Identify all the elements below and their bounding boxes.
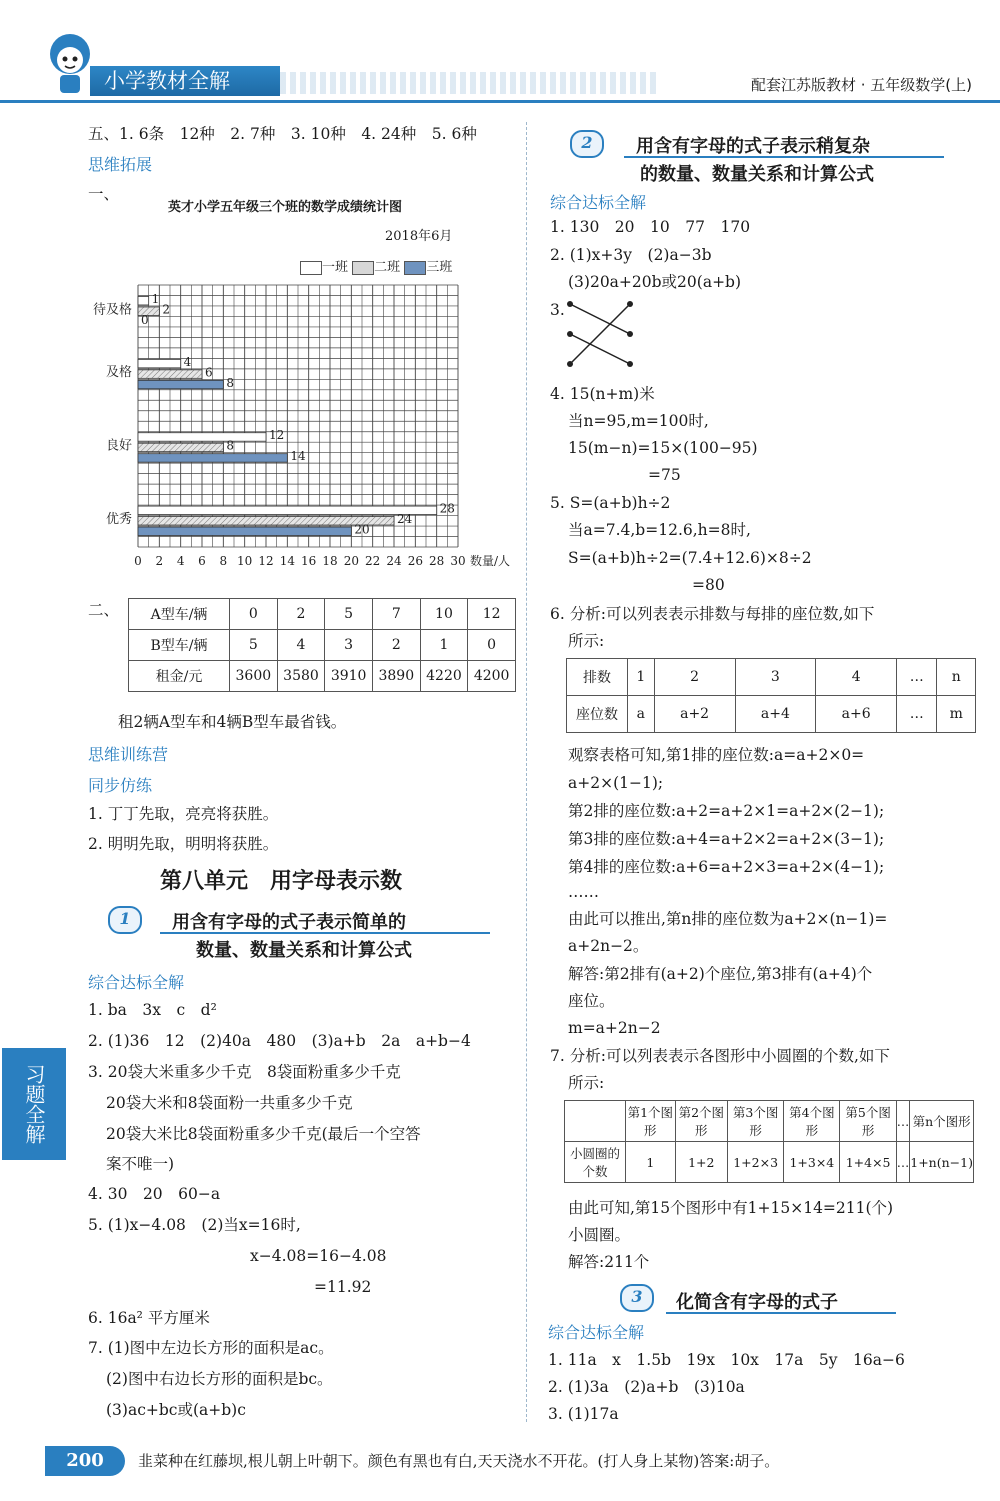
chart-tick-label: 26: [407, 554, 423, 568]
seat-cell: a+6: [816, 696, 897, 733]
answer-c3: 3. (1)17a: [548, 1405, 619, 1423]
answer-b4-line3: 15(m−n)=15×(100−95): [568, 439, 758, 457]
chart-tick-label: 8: [219, 554, 228, 568]
chart-tick-label: 20: [343, 554, 359, 568]
b6-observe-9: 解答:第2排有(a+2)个座位,第3排有(a+4)个: [568, 965, 873, 983]
answer-q5: 五、1. 6条 12种 2. 7种 3. 10种 4. 24种 5. 6种: [88, 125, 477, 143]
chart-bar: [138, 433, 266, 441]
answer-7-line1: 7. (1)图中左边长方形的面积是ac。: [88, 1339, 334, 1357]
circle-cell: 1+4×5: [840, 1142, 896, 1183]
circle-row: [565, 1142, 974, 1183]
circle-cell: 1: [626, 1142, 676, 1183]
answer-4: 4. 30 20 60−a: [88, 1185, 221, 1203]
unit-title: 第八单元 用字母表示数: [160, 869, 403, 894]
chart-bar: [138, 443, 223, 451]
rental-cell: 7: [372, 599, 420, 630]
rental-cell: 5: [230, 630, 278, 661]
circle-row: [565, 1101, 974, 1142]
part-two-label: 二、: [88, 601, 120, 619]
b6-observe-7: 由此可以推出,第n排的座位数为a+2×(n−1)=: [568, 910, 888, 928]
circle-cell: 第2个图形: [675, 1101, 727, 1142]
answer-b2-line1: 2. (1)x+3y (2)a−3b: [550, 246, 712, 264]
answer-c1: 1. 11a x 1.5b 19x 10x 17a 5y 16a−6: [548, 1351, 905, 1369]
answer-b5-line3: S=(a+b)h÷2=(7.4+12.6)×8÷2: [568, 549, 812, 567]
rental-cell: A型车/辆: [129, 599, 230, 630]
b6-observe-10: 座位。: [568, 992, 615, 1010]
answer-b5-line2: 当a=7.4,b=12.6,h=8时,: [568, 521, 751, 539]
circle-count-table: [564, 1100, 974, 1183]
rental-cell: 3580: [277, 661, 325, 692]
answer-b2-line2: (3)20a+20b或20(a+b): [568, 273, 742, 291]
chart-tick-label: 14: [279, 554, 295, 568]
chart-data-label: 2: [162, 302, 170, 317]
seat-cell: a+4: [735, 696, 816, 733]
rental-cell: 3: [325, 630, 373, 661]
seat-cell: a: [628, 696, 655, 733]
chart-bar: [138, 527, 351, 535]
rental-cell: 10: [420, 599, 468, 630]
page-number: 200: [45, 1446, 125, 1476]
chart-title: 英才小学五年级三个班的数学成绩统计图: [168, 200, 403, 215]
rental-cell: B型车/辆: [129, 630, 230, 661]
rental-cell: 1: [420, 630, 468, 661]
legend-label-1: 一班: [322, 260, 349, 275]
seat-cell: a+2: [654, 696, 735, 733]
answer-2: 2. (1)36 12 (2)40a 480 (3)a+b 2a a+b−4: [88, 1032, 471, 1050]
b6-observe-4: 第3排的座位数:a+4=a+2×2=a+2×(3−1);: [568, 830, 885, 848]
lesson-1-title-line2: 数量、数量关系和计算公式: [196, 940, 412, 961]
chart-data-label: 6: [205, 365, 213, 380]
chart-data-label: 8: [226, 375, 234, 390]
answer-5-line2: x−4.08=16−4.08: [250, 1247, 387, 1265]
rental-cell: 4: [277, 630, 325, 661]
rental-row: [129, 599, 516, 630]
chart-bar: [138, 359, 181, 367]
lesson-1-badge: 1: [108, 906, 142, 934]
chart-tick-label: 10: [237, 554, 253, 568]
lesson-3-underline: [666, 1312, 896, 1314]
answer-b5-line4: =80: [692, 576, 725, 594]
chart-category-label: 待及格: [92, 302, 132, 318]
legend-label-2: 二班: [374, 260, 401, 275]
chart-data-label: 1: [151, 291, 160, 306]
answer-3-line3: 20袋大米比8袋面粉重多少千克(最后一个空答: [106, 1125, 421, 1143]
circle-cell: …: [896, 1142, 910, 1183]
legend-swatch-3: [404, 261, 426, 275]
circle-cell: 1+3×4: [784, 1142, 840, 1183]
seat-table: [566, 658, 976, 733]
b6-observe-11: m=a+2n−2: [568, 1019, 661, 1037]
chart-bar: [138, 454, 287, 462]
rental-cell: 12: [468, 599, 516, 630]
book-title: 小学教材全解: [90, 66, 280, 96]
rental-cell: 3910: [325, 661, 373, 692]
chart-category-label: 优秀: [105, 511, 132, 527]
circle-cell: 第4个图形: [784, 1101, 840, 1142]
rental-cell: 0: [230, 599, 278, 630]
answer-3-line1: 3. 20袋大米重多少千克 8袋面粉重多少千克: [88, 1063, 401, 1081]
header-decoration: [280, 72, 660, 94]
rental-cell: 3600: [230, 661, 278, 692]
answer-7-line3: (3)ac+bc或(a+b)c: [106, 1401, 246, 1419]
circle-cell: 第n个图形: [910, 1101, 974, 1142]
lesson-2-title-line2: 的数量、数量关系和计算公式: [640, 164, 874, 185]
answer-c2: 2. (1)3a (2)a+b (3)10a: [548, 1378, 745, 1396]
circle-cell: …: [896, 1101, 910, 1142]
answer-3-line4: 案不唯一): [106, 1155, 175, 1173]
seat-cell: m: [937, 696, 976, 733]
chart-tick-label: 4: [176, 554, 185, 568]
circle-cell: 第5个图形: [840, 1101, 896, 1142]
chart-data-label: 28: [439, 501, 455, 516]
seat-cell: 3: [735, 659, 816, 696]
lesson-3-badge: 3: [620, 1284, 654, 1312]
chart-category-label: 及格: [105, 365, 132, 381]
seat-cell: …: [897, 659, 937, 696]
answer-b4-line1: 4. 15(n+m)米: [550, 385, 655, 403]
answer-b3: 3.: [550, 301, 565, 319]
lesson-1-underline: [160, 932, 490, 934]
book-subtitle: 配套江苏版教材 · 五年级数学(上): [750, 76, 972, 94]
chart-bar: [138, 296, 149, 304]
answer-b4-line2: 当n=95,m=100时,: [568, 412, 709, 430]
seat-cell: 1: [628, 659, 655, 696]
rental-cell: 租金/元: [129, 661, 230, 692]
seat-cell: 排数: [567, 659, 628, 696]
section-comprehensive-2: 综合达标全解: [550, 193, 647, 212]
lesson-2-title-line1: 用含有字母的式子表示稍复杂: [636, 136, 870, 157]
section-comprehensive-3: 综合达标全解: [548, 1323, 645, 1342]
answer-b5-line1: 5. S=(a+b)h÷2: [550, 494, 671, 512]
b7-conclusion-3: 解答:211个: [568, 1253, 650, 1271]
chart-tick-label: 12: [258, 554, 274, 568]
lesson-2-underline: [624, 156, 944, 158]
lesson-1-title-line1: 用含有字母的式子表示简单的: [172, 912, 406, 933]
rental-cell: 2: [372, 630, 420, 661]
answer-b1: 1. 130 20 10 77 170: [550, 218, 751, 236]
bar-chart: [80, 280, 530, 575]
b6-observe-5: 第4排的座位数:a+6=a+2×3=a+2×(4−1);: [568, 858, 885, 876]
chart-tick-label: 6: [198, 554, 206, 568]
legend-label-3: 三班: [426, 260, 453, 275]
chart-tick-label: 0: [134, 554, 142, 568]
circle-cell: 1+2: [675, 1142, 727, 1183]
rental-cell: 4220: [420, 661, 468, 692]
footer-riddle: 韭菜种在红藤坝,根儿朝上叶朝下。颜色有黑也有白,天天浇水不开花。(打人身上某物)答案:胡子。: [138, 1452, 780, 1470]
chart-bar: [138, 380, 223, 388]
chart-date: 2018年6月: [385, 229, 453, 244]
seat-cell: 座位数: [567, 696, 628, 733]
answer-3-line2: 20袋大米和8袋面粉一共重多少千克: [106, 1094, 353, 1112]
answer-1: 1. ba 3x c d²: [88, 1001, 217, 1019]
b6-observe-6: ……: [568, 883, 599, 901]
chart-tick-label: 18: [322, 554, 338, 568]
rental-conclusion: 租2辆A型车和4辆B型车最省钱。: [118, 713, 347, 731]
rental-cell: 2: [277, 599, 325, 630]
circle-cell: [565, 1101, 626, 1142]
seat-cell: …: [897, 696, 937, 733]
circle-cell: 第3个图形: [728, 1101, 784, 1142]
seat-row: [567, 659, 976, 696]
chart-data-label: 20: [354, 522, 370, 537]
matching-lines-diagram: [564, 298, 636, 370]
part-one-label: 一、: [88, 185, 120, 203]
b6-observe-3: 第2排的座位数:a+2=a+2×1=a+2×(2−1);: [568, 802, 885, 820]
chart-data-label: 8: [226, 438, 234, 453]
answer-b4-line4: =75: [648, 466, 681, 484]
answer-6: 6. 16a² 平方厘米: [88, 1309, 210, 1327]
chart-tick-label: 2: [155, 554, 164, 568]
sync-answer-2: 2. 明明先取，明明将获胜。: [88, 835, 279, 853]
section-thinking: 思维拓展: [88, 155, 153, 174]
chart-bar: [138, 506, 437, 514]
chart-data-label: 12: [269, 428, 285, 443]
side-tab: 习题全解: [2, 1048, 66, 1160]
legend-swatch-2: [352, 261, 374, 275]
sync-answer-1: 1. 丁丁先取，亮亮将获胜。: [88, 805, 279, 823]
chart-bar: [138, 370, 202, 378]
answer-7-line2: (2)图中右边长方形的面积是bc。: [106, 1370, 333, 1388]
chart-tick-label: 28: [429, 554, 445, 568]
circle-cell: 1+n(n−1): [910, 1142, 974, 1183]
lesson-3-title: 化简含有字母的式子: [676, 1292, 838, 1313]
rental-cell: 3890: [372, 661, 420, 692]
chart-tick-label: 16: [301, 554, 317, 568]
answer-b7-line2: 所示:: [568, 1074, 605, 1092]
answer-b6-line2: 所示:: [568, 632, 605, 650]
header-rule: [0, 100, 1000, 103]
circle-cell: 第1个图形: [626, 1101, 676, 1142]
b7-conclusion-1: 由此可知,第15个图形中有1+15×14=211(个): [568, 1199, 894, 1217]
chart-legend: [300, 256, 452, 275]
b7-conclusion-2: 小圆圈。: [568, 1226, 631, 1244]
chart-category-label: 良好: [105, 438, 132, 454]
lesson-2-badge: 2: [570, 130, 604, 158]
circle-cell: 小圆圈的个数: [565, 1142, 626, 1183]
section-sync: 同步仿练: [88, 776, 153, 795]
answer-5-line1: 5. (1)x−4.08 (2)当x=16时,: [88, 1216, 301, 1234]
b6-observe-1: 观察表格可知,第1排的座位数:a=a+2×0=: [568, 746, 865, 764]
chart-tick-label: 24: [386, 554, 402, 568]
seat-cell: 2: [654, 659, 735, 696]
chart-data-label: 14: [290, 449, 306, 464]
seat-cell: 4: [816, 659, 897, 696]
chart-data-label: 24: [397, 512, 413, 527]
chart-data-label: 0: [141, 312, 149, 327]
chart-x-axis-label: 数量/人: [470, 554, 511, 568]
section-training: 思维训练营: [88, 745, 169, 764]
circle-cell: 1+2×3: [728, 1142, 784, 1183]
answer-b6-line1: 6. 分析:可以列表表示排数与每排的座位数,如下: [550, 605, 875, 623]
rental-cell: 0: [468, 630, 516, 661]
answer-b7-line1: 7. 分析:可以列表表示各图形中小圆圈的个数,如下: [550, 1047, 890, 1065]
section-comprehensive: 综合达标全解: [88, 973, 185, 992]
rental-table: [128, 598, 516, 692]
chart-tick-label: 22: [365, 554, 381, 568]
b6-observe-8: a+2n−2。: [568, 937, 649, 955]
rental-cell: 5: [325, 599, 373, 630]
chart-tick-label: 30: [450, 554, 466, 568]
seat-row: [567, 696, 976, 733]
seat-cell: n: [937, 659, 976, 696]
rental-row: [129, 630, 516, 661]
legend-swatch-1: [300, 261, 322, 275]
rental-cell: 4200: [468, 661, 516, 692]
chart-data-label: 4: [183, 354, 192, 369]
b6-observe-2: a+2×(1−1);: [568, 774, 664, 792]
answer-5-line3: =11.92: [314, 1278, 372, 1296]
rental-row: [129, 661, 516, 692]
